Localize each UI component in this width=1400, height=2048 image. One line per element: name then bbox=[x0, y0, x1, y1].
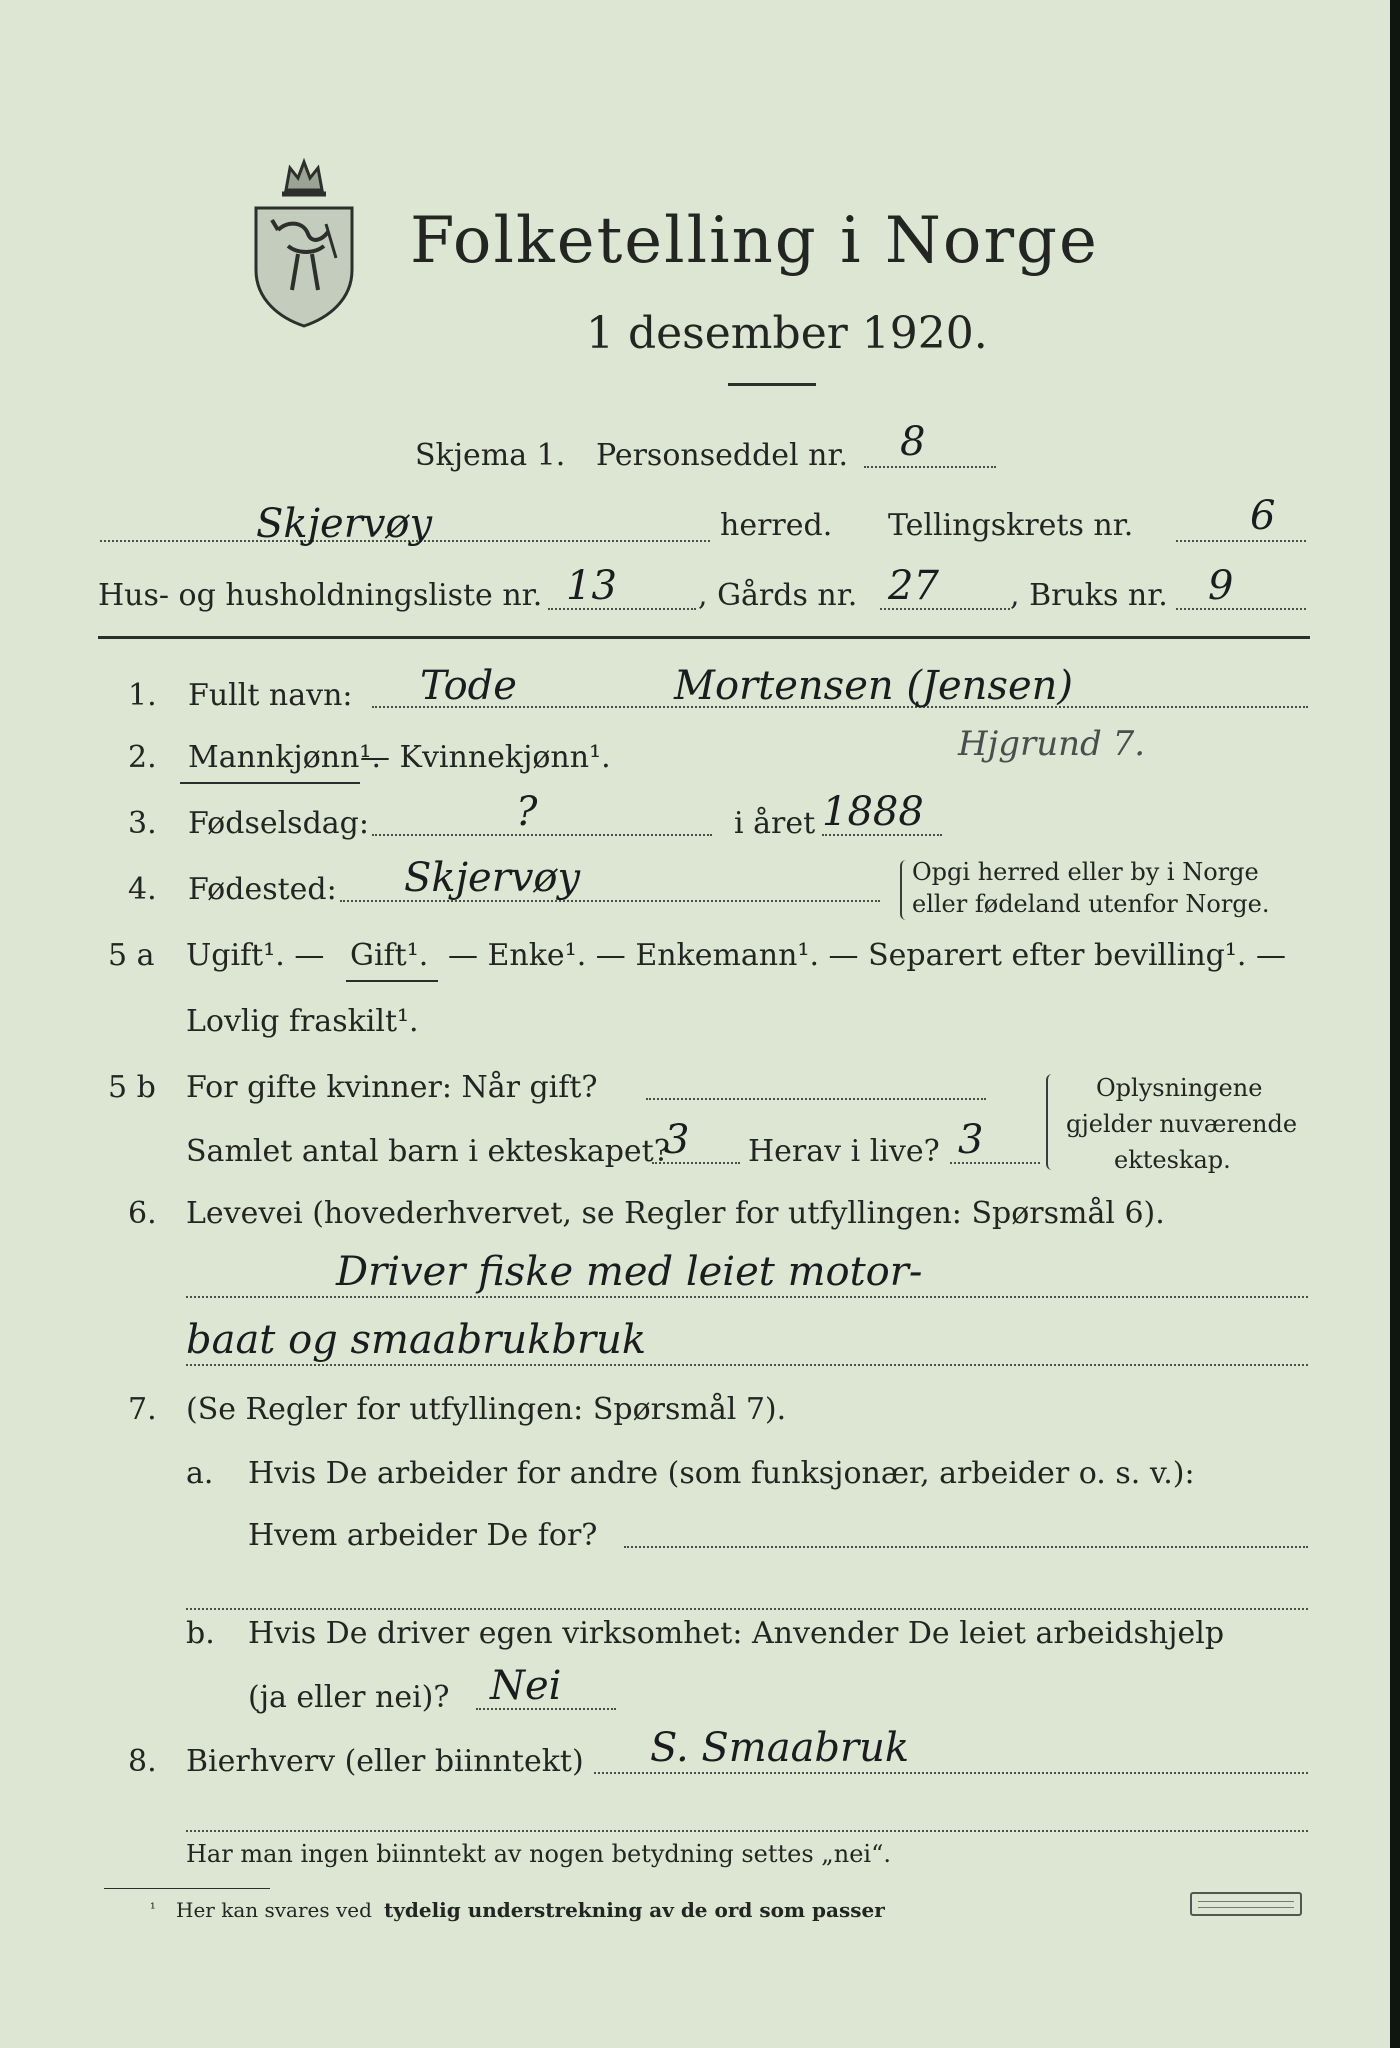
q7-label: (Se Regler for utfyllingen: Spørsmål 7). bbox=[186, 1392, 787, 1427]
personseddel-label: Personseddel nr. bbox=[596, 438, 849, 473]
q6-answer-line1-text[interactable]: Driver fiske med leiet motor- bbox=[336, 1249, 923, 1295]
footer-note: Har man ingen biinntekt av nogen betydning settes „nei“. bbox=[186, 1840, 891, 1868]
q5a-rest[interactable]: — Enke¹. — Enkemann¹. — Separert efter bevilling¹. — bbox=[448, 938, 1286, 973]
q4-note-line1: Opgi herred eller by i Norge bbox=[912, 858, 1259, 886]
q6-answer-line2-text[interactable]: baat og smaabrukbruk bbox=[186, 1317, 647, 1363]
herred-value[interactable]: Skjervøy bbox=[256, 501, 433, 547]
q6-answer-line1 bbox=[186, 1296, 1308, 1298]
q7a-answer-line2[interactable] bbox=[186, 1608, 1308, 1610]
q2-female[interactable]: — Kvinnekjønn¹. bbox=[360, 740, 611, 775]
bruks-line bbox=[1176, 608, 1306, 610]
herred-label: herred. bbox=[720, 508, 833, 543]
form-title: Folketelling i Norge bbox=[410, 204, 1099, 278]
q5b-note-line3: ekteskap. bbox=[1114, 1146, 1231, 1174]
q4-note-bracket bbox=[900, 860, 908, 920]
q8-number: 8. bbox=[128, 1744, 157, 1779]
q5a-gift[interactable]: Gift¹. bbox=[350, 938, 429, 973]
q5a-line2[interactable]: Lovlig fraskilt¹. bbox=[186, 1004, 419, 1039]
q8-label: Bierhverv (eller biinntekt) bbox=[186, 1744, 584, 1779]
q7b-letter: b. bbox=[186, 1616, 215, 1651]
q5b-label: For gifte kvinner: Når gift? bbox=[186, 1070, 598, 1105]
q5a-gift-underline bbox=[346, 980, 438, 982]
q2-number: 2. bbox=[128, 740, 157, 775]
q3-label: Fødselsdag: bbox=[188, 806, 369, 841]
personseddel-line bbox=[864, 466, 996, 468]
q4-value[interactable]: Skjervøy bbox=[404, 855, 581, 901]
q1-last-name[interactable]: Mortensen (Jensen) bbox=[674, 663, 1073, 709]
personseddel-value[interactable]: 8 bbox=[900, 419, 926, 465]
q7a-letter: a. bbox=[186, 1456, 214, 1491]
bruks-label: , Bruks nr. bbox=[1010, 578, 1168, 613]
q5b-note-line1: Oplysningene bbox=[1096, 1074, 1263, 1102]
q6-number: 6. bbox=[128, 1196, 157, 1231]
q6-answer-line2 bbox=[186, 1364, 1308, 1366]
husholdning-value[interactable]: 13 bbox=[566, 563, 617, 609]
footnote-mark: ¹ bbox=[150, 1901, 156, 1917]
q2-male-underline bbox=[180, 782, 360, 784]
q5b-alive-value[interactable]: 3 bbox=[958, 1117, 984, 1163]
footnote-plain: Her kan svares ved bbox=[176, 1898, 372, 1922]
gards-value[interactable]: 27 bbox=[888, 563, 939, 609]
q5b-note-line2: gjelder nuværende bbox=[1066, 1110, 1298, 1138]
q3-number: 3. bbox=[128, 806, 157, 841]
form-date: 1 desember 1920. bbox=[586, 308, 988, 359]
title-divider bbox=[728, 383, 816, 386]
q8-answer-line bbox=[594, 1772, 1308, 1774]
q7a-text: Hvis De arbeider for andre (som funksjonær, arbeider o. s. v.): bbox=[248, 1456, 1195, 1491]
bruks-value[interactable]: 9 bbox=[1208, 563, 1234, 609]
tellingskrets-label: Tellingskrets nr. bbox=[888, 508, 1134, 543]
scan-edge bbox=[1390, 0, 1400, 2048]
skjema-label: Skjema 1. bbox=[415, 438, 566, 473]
q4-note-line2: eller fødeland utenfor Norge. bbox=[912, 890, 1270, 918]
q5b-alive-label: Herav i live? bbox=[748, 1134, 940, 1169]
q5b-note-bracket bbox=[1046, 1074, 1054, 1170]
tellingskrets-line bbox=[1176, 540, 1306, 542]
header-divider bbox=[98, 636, 1310, 639]
q7b-question: (ja eller nei)? bbox=[248, 1680, 450, 1715]
q5a-ugift[interactable]: Ugift¹. — bbox=[186, 938, 325, 973]
q7a-question: Hvem arbeider De for? bbox=[248, 1518, 598, 1553]
q5b-number: 5 b bbox=[108, 1070, 156, 1105]
q3-year-value[interactable]: 1888 bbox=[822, 789, 924, 835]
q3-value[interactable]: ? bbox=[516, 789, 538, 835]
q5b-children-value[interactable]: 3 bbox=[664, 1117, 690, 1163]
q5b-married-line bbox=[646, 1098, 986, 1100]
footnote-bold: tydelig understrekning av de ord som passer bbox=[384, 1898, 885, 1922]
gards-label: , Gårds nr. bbox=[698, 578, 858, 613]
q1-number: 1. bbox=[128, 678, 157, 713]
footnote-divider bbox=[104, 1888, 270, 1889]
coat-of-arms-icon bbox=[248, 150, 360, 330]
tellingskrets-value[interactable]: 6 bbox=[1250, 493, 1276, 539]
q2-male[interactable]: Mannkjønn¹. bbox=[188, 740, 381, 775]
q5b-children-label: Samlet antal barn i ekteskapet? bbox=[186, 1134, 670, 1169]
q8-answer-line2[interactable] bbox=[186, 1830, 1308, 1832]
q2-annotation: Hjgrund 7. bbox=[958, 724, 1146, 764]
husholdning-label: Hus- og husholdningsliste nr. bbox=[98, 578, 543, 613]
q7b-answer-value[interactable]: Nei bbox=[490, 1663, 562, 1709]
q1-label: Fullt navn: bbox=[188, 678, 353, 713]
q5a-number: 5 a bbox=[108, 938, 155, 973]
printer-stamp-icon bbox=[1190, 1892, 1302, 1916]
q7-number: 7. bbox=[128, 1392, 157, 1427]
q3-year-label: i året bbox=[734, 806, 816, 841]
q4-number: 4. bbox=[128, 872, 157, 907]
q6-label: Levevei (hovederhvervet, se Regler for utfyllingen: Spørsmål 6). bbox=[186, 1196, 1165, 1231]
q7b-text: Hvis De driver egen virksomhet: Anvender De leiet arbeidshjelp bbox=[248, 1616, 1225, 1651]
q4-label: Fødested: bbox=[188, 872, 337, 907]
q8-answer-value[interactable]: S. Smaabruk bbox=[650, 1725, 910, 1771]
q3-line bbox=[372, 834, 712, 836]
q1-first-name[interactable]: Tode bbox=[420, 663, 517, 709]
q7a-answer-line[interactable] bbox=[624, 1546, 1308, 1548]
